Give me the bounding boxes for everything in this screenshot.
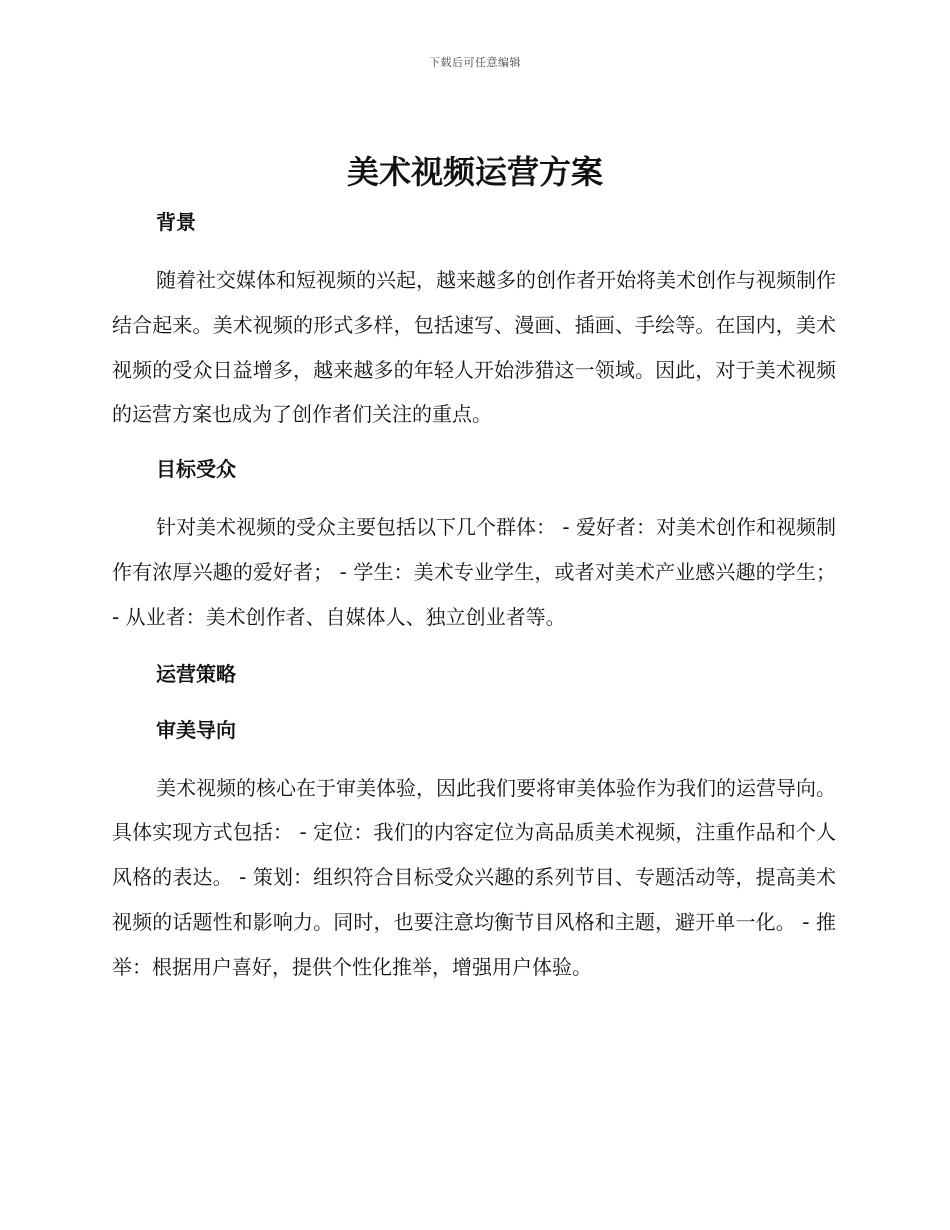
section-heading-audience: 目标受众 bbox=[156, 457, 236, 482]
section-heading-aesthetic: 审美导向 bbox=[156, 717, 236, 742]
page-header-note: 下载后可任意编辑 bbox=[429, 56, 521, 69]
section-paragraph-background: 随着社交媒体和短视频的兴起，越来越多的创作者开始将美术创作与视频制作结合起来。美术视频的形式多样，包括速写、漫画、插画、手绘等。在国内，美术视频的受众日益增多，越来越多的年轻人开始涉猎这一领域。因此，对于美术视频的运营方案也成为了创作者们关注的重点。 bbox=[112, 268, 836, 427]
section-paragraph-aesthetic: 美术视频的核心在于审美体验，因此我们要将审美体验作为我们的运营导向。具体实现方式包括： - 定位：我们的内容定位为高品质美术视频，注重作品和个人风格的表达。 - 策划：组织符合目标受众兴趣的系列节目、专题活动等，提高美术视频的话题性和影响力。同时，也要注意均衡节目风格和主题，避开单一化。 - 推举：根据用户喜好，提供个性化推举，增强用户体验。 bbox=[112, 775, 836, 979]
document-title: 美术视频运营方案 bbox=[346, 153, 603, 191]
document-body bbox=[112, 204, 836, 990]
section-heading-background: 背景 bbox=[156, 210, 196, 234]
section-heading-strategy: 运营策略 bbox=[156, 661, 236, 686]
section-paragraph-audience: 针对美术视频的受众主要包括以下几个群体： - 爱好者：对美术创作和视频制作有浓厚兴趣的爱好者； - 学生：美术专业学生，或者对美术产业感兴趣的学生； - 从业者：美术创作者、自媒体人、独立创业者等。 bbox=[112, 515, 836, 629]
